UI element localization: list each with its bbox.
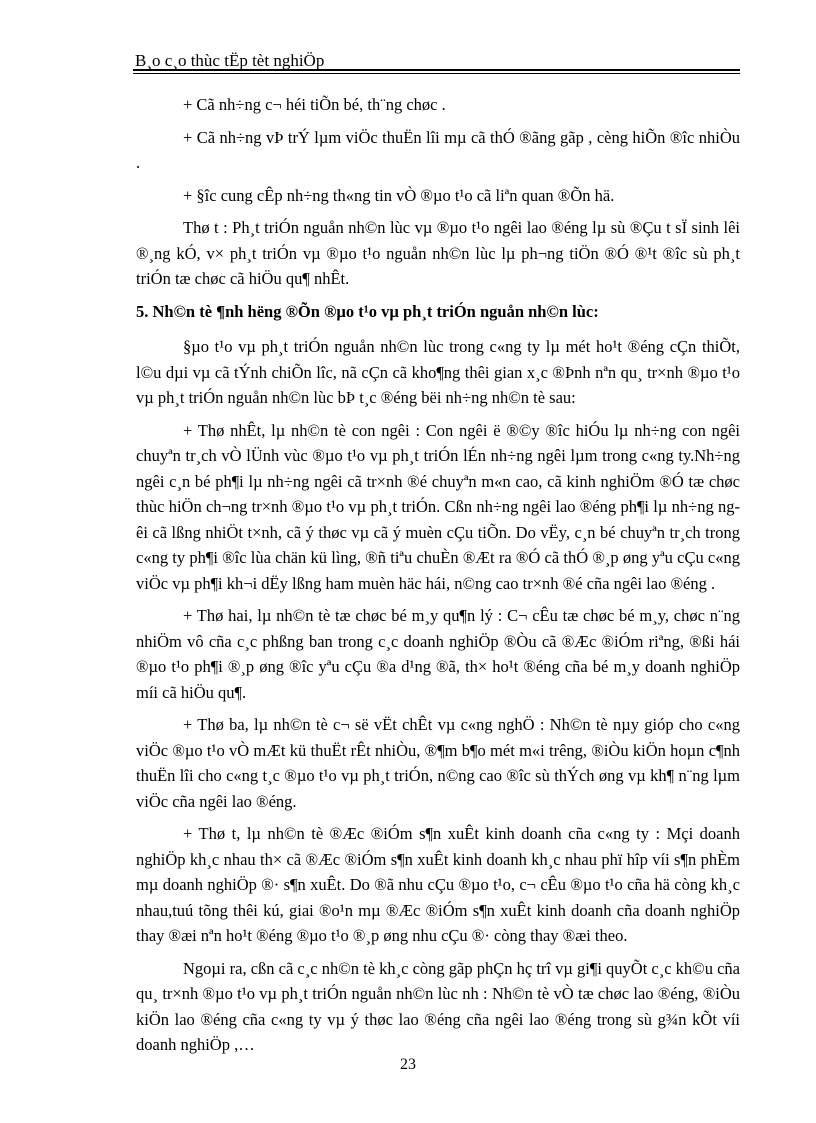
paragraph: + Thø nhÊt, lµ nh©n tè con ngêi : Con ngêi ë ®©y ®îc hiÓu lµ nh÷ng con ngêi chuyªn tr¸ch vÒ lÜnh vùc ®µo t¹o vµ ph¸t triÓn lÉn nh÷ng ngêi lµm trong c«ng ty.Nh÷ng ngêi c¸n bé ph¶i lµ nh÷ng ngêi cã tr×nh ®é chuyªn m«n cao, cã kinh nghiÖm ®Ó tæ chøc thùc hiÖn ch¬ng tr×nh ®µo t¹o vµ ph¸t triÓn. Cßn nh÷ng ngêi lao ®éng ph¶i lµ nh÷ng ngêi cã lßng nhiÖt t×nh, cã ý thøc vµ cã ý muèn cÇu tiÕn. Do vËy, c¸n bé chuyªn tr¸ch trong c«ng ty ph¶i ®îc lùa chän kü lìng, ®ñ tiªu chuÈn ®Æt ra ®Ó cã thÓ ®¸p øng yªu cÇu c«ng viÖc vµ ph¶i kh¬i dËy lßng ham muèn häc hái, n©ng cao tr×nh ®é cña ngêi lao ®éng . — [136, 420, 740, 593]
paragraph: + Cã nh÷ng c¬ héi tiÕn bé, th¨ng chøc . — [183, 95, 446, 114]
paragraph: + Thø ba, lµ nh©n tè c¬ së vËt chÊt vµ c«ng nghÖ : Nh©n tè nµy gióp cho c«ng viÖc ®µo t¹o vÒ mÆt kü thuËt rÊt nhiÒu, ®¶m b¶o mét m«i trêng, ®iÒu kiÖn hoµn c¶nh thuËn lîi cho c«ng t¸c ®µo t¹o vµ ph¸t triÓn, n©ng cao ®îc sù thÝch øng vµ kh¶ n¨ng lµm viÖc cña ngêi lao ®éng. — [136, 715, 740, 811]
header-rule-thick — [133, 69, 740, 71]
section-heading: 5. Nh©n tè ¶nh hëng ®Õn ®µo t¹o vµ ph¸t triÓn nguån nh©n lùc: — [136, 301, 599, 321]
paragraph: + Thø hai, lµ nh©n tè tæ chøc bé m¸y qu¶n lý : C¬ cÊu tæ chøc bé m¸y, chøc n¨ng nhiÖm vô cña c¸c phßng ban trong c¸c doanh nghiÖp ®Òu cã ®Æc ®iÓm riªng, ®ßi hái ®µo t¹o ph¶i ®¸p øng ®îc yªu cÇu ®a d¹ng ®ã, th× ho¹t ®éng cña bé m¸y doanh nghiÖp míi cã hiÖu qu¶. — [136, 606, 740, 702]
header-rule-thin — [133, 73, 740, 74]
paragraph: Thø t : Ph¸t triÓn nguån nh©n lùc vµ ®µo t¹o ngêi lao ®éng lµ sù ®Çu t sÏ sinh lêi ®¸ng kÓ, v× ph¸t triÓn vµ ®µo t¹o nguån nh©n lùc lµ ph¬ng tiÖn ®Ó ®¹t ®îc sù ph¸t triÓn tæ chøc cã hiÖu qu¶ nhÊt. — [136, 218, 740, 288]
paragraph: + §îc cung cÊp nh÷ng th«ng tin vÒ ®µo t¹o cã liªn quan ®Õn hä. — [183, 185, 615, 205]
paragraph: §µo t¹o vµ ph¸t triÓn nguån nh©n lùc trong c«ng ty lµ mét ho¹t ®éng cÇn thiÕt, l©u dµi vµ cã tÝnh chiÕn lîc, nã cÇn cã kho¶ng thêi gian x¸c ®Þnh nªn qu¸ tr×nh ®µo t¹o vµ ph¸t triÓn nguån nh©n lùc bÞ t¸c ®éng bëi nh÷ng nh©n tè sau: — [136, 337, 740, 407]
paragraph: + Thø t, lµ nh©n tè ®Æc ®iÓm s¶n xuÊt kinh doanh cña c«ng ty : Mçi doanh nghiÖp kh¸c nhau th× cã ®Æc ®iÓm s¶n xuÊt kinh doanh kh¸c nhau phï hîp víi s¶n phÈm mµ doanh nghiÖp ®· s¶n xuÊt. Do ®ã nhu cÇu ®µo t¹o, c¬ cÊu ®µo t¹o cña hä còng kh¸c nhau,tuú tõng thêi kú, giai ®o¹n mµ ®Æc ®iÓm s¶n xuÊt kinh doanh cña doanh nghiÖp thay ®æi nªn ho¹t ®éng ®µo t¹o ®¸p øng nhu cÇu ®· còng thay ®æi theo. — [136, 824, 740, 945]
document-body — [136, 92, 740, 1065]
paragraph: Ngoµi ra, cßn cã c¸c nh©n tè kh¸c còng gãp phÇn hç trî vµ gi¶i quyÕt c¸c kh©u cña qu¸ tr×nh ®µo t¹o vµ ph¸t triÓn nguån nh©n lùc nh : Nh©n tè vÒ tæ chøc lao ®éng, ®iÒu kiÖn lao ®éng cña c«ng ty vµ ý thøc lao ®éng cña ngêi lao ®éng trong sù g¾n kÕt víi doanh nghiÖp ,… — [136, 958, 740, 1054]
paragraph: + Cã nh÷ng vÞ trÝ lµm viÖc thuËn lîi mµ cã thÓ ®ãng gãp , cèng hiÕn ®îc nhiÒu . — [136, 127, 740, 172]
page-number: 23 — [400, 1056, 416, 1073]
page-header: B¸o c¸o thùc tËp tèt nghiÖp — [135, 51, 325, 70]
